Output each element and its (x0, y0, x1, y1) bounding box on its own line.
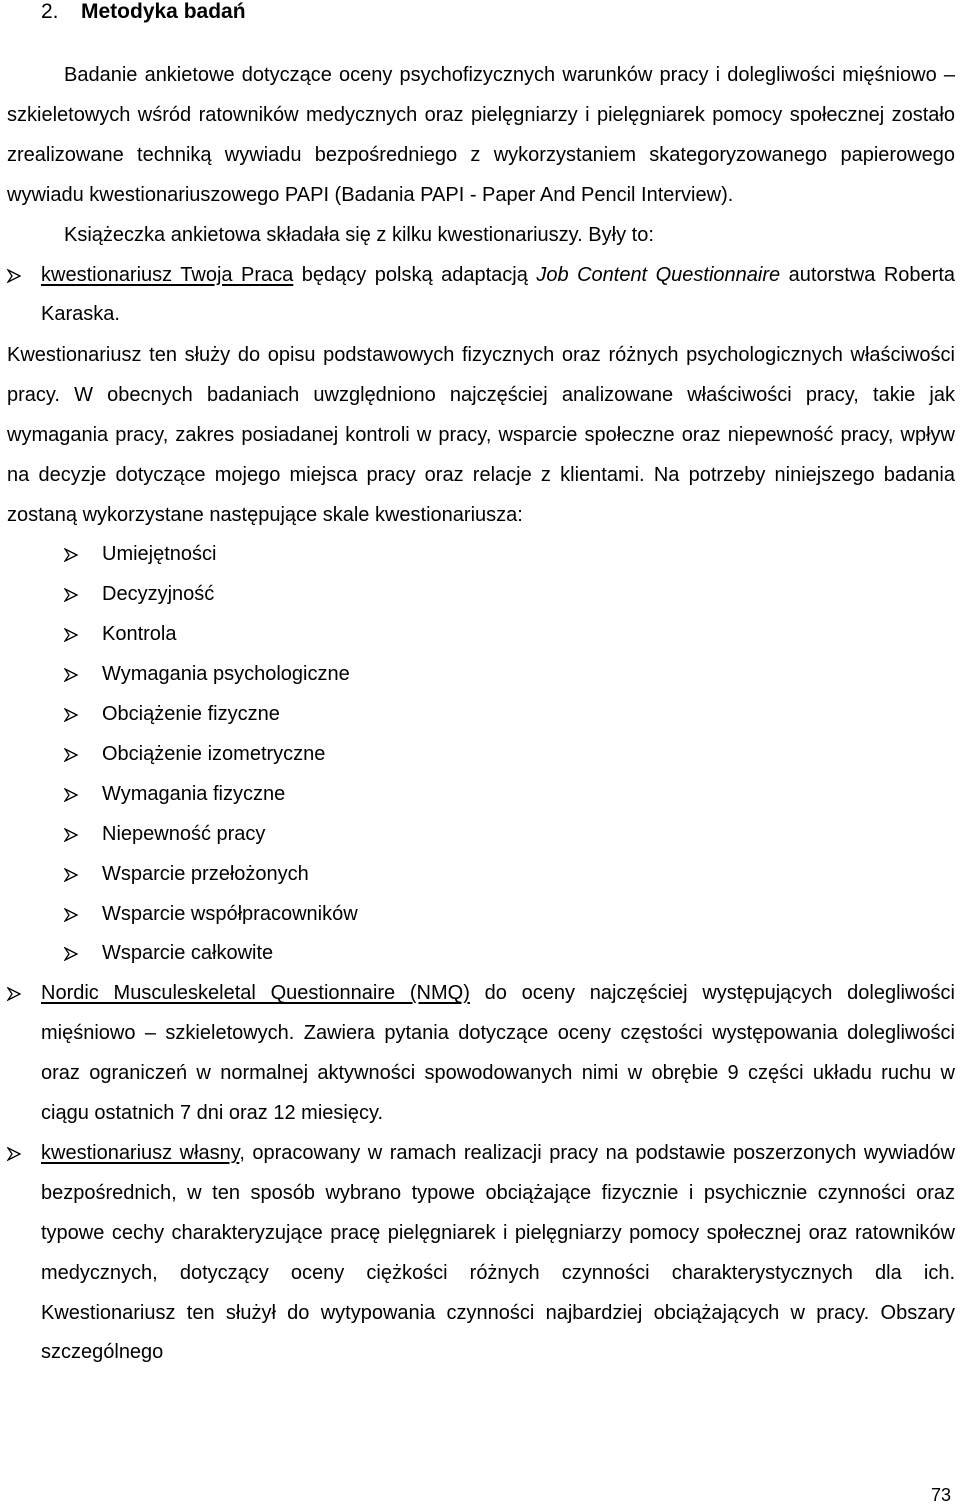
intro-paragraph: Badanie ankietowe dotyczące oceny psychofizycznych warunków pracy i dolegliwości mięśniowo – szkieletowych wśród ratowników medycznych oraz pielęgniarzy i pielęgniarek pomocy społecznej zostało zrealizowane techniką wywiadu bezpośredniego z wykorzystaniem skategoryzowanego papierowego wywiadu kwestionariuszowego PAPI (Badania PAPI - Paper And Pencil Interview). (7, 64, 955, 206)
scale-label: Decyzyjność (102, 583, 215, 606)
arrow-bullet-icon (64, 788, 78, 802)
arrow-bullet-icon (64, 708, 78, 722)
arrow-bullet-icon (7, 1147, 21, 1161)
scale-label: Obciążenie fizyczne (102, 702, 280, 725)
list-item (64, 934, 955, 974)
scale-label: Obciążenie izometryczne (102, 742, 326, 765)
scale-label: Wsparcie całkowite (102, 942, 274, 965)
list-item (64, 735, 955, 775)
questionnaire-1-author: autorstwa Roberta Karaska. (41, 263, 955, 326)
questionnaire-1-original-title: Job Content Questionnaire (536, 263, 781, 286)
scale-label: Kontrola (102, 623, 177, 646)
list-item (64, 775, 955, 815)
list-item (64, 895, 955, 935)
list-item (64, 855, 955, 895)
questionnaire-1-text: będący polską adaptacją (293, 263, 537, 286)
list-item (64, 695, 955, 735)
questionnaire-1-name: kwestionariusz Twoja Praca (41, 263, 294, 286)
list-item (64, 575, 955, 615)
scale-label: Wsparcie współpracowników (102, 902, 358, 925)
questionnaire-2-name: Nordic Musculeskeletal Questionnaire (NMQ) (41, 982, 470, 1005)
scale-label: Umiejętności (102, 543, 217, 566)
section-number: 2. (41, 0, 59, 23)
arrow-bullet-icon (7, 987, 21, 1001)
section-heading (41, 0, 246, 24)
page-number: 73 (931, 1485, 952, 1505)
arrow-bullet-icon (64, 548, 78, 562)
questionnaire-item-2 (7, 974, 955, 1134)
arrow-bullet-icon (64, 628, 78, 642)
scales-list (7, 535, 955, 974)
scale-label: Wymagania fizyczne (102, 782, 286, 805)
questionnaire-3-name: kwestionariusz własny (41, 1141, 240, 1164)
scale-label: Wsparcie przełożonych (102, 862, 309, 885)
scale-label: Wymagania psychologiczne (102, 663, 350, 686)
scale-label: Niepewność pracy (102, 822, 266, 845)
arrow-bullet-icon (64, 588, 78, 602)
booklet-paragraph: Książeczka ankietowa składała się z kilku kwestionariuszy. Były to: (64, 223, 654, 246)
arrow-bullet-icon (64, 908, 78, 922)
questionnaire-item-3 (7, 1134, 955, 1373)
questionnaire-3-text: , opracowany w ramach realizacji pracy na podstawie poszerzonych wywiadów bezpośrednich, w ten sposób wybrano typowe obciążające fizycznie i psychicznie czynności oraz typowe cechy charakteryzujące pracę pielęgniarek i pielęgniarzy pomocy społecznej oraz ratowników medycznych, dotyczący oceny ciężkości różnych czynności charakterystycznych dla ich. Kwestionariusz ten służył do wytypowania czynności najbardziej obciążających w pracy. Obszary szczególnego (41, 1141, 955, 1364)
arrow-bullet-icon (64, 828, 78, 842)
arrow-bullet-icon (64, 947, 78, 961)
list-item (64, 655, 955, 695)
list-item (64, 815, 955, 855)
arrow-bullet-icon (64, 668, 78, 682)
questionnaire-2-text: do oceny najczęściej występujących dolegliwości mięśniowo – szkieletowych. Zawiera pytania dotyczące oceny częstości występowania dolegliwości oraz ograniczeń w normalnej aktywności spowodowanych nimi w obrębie 9 części układu ruchu w ciągu ostatnich 7 dni oraz 12 miesięcy. (41, 982, 955, 1125)
arrow-bullet-icon (7, 269, 21, 283)
body-text (7, 56, 955, 1373)
questionnaire-1-description: Kwestionariusz ten służy do opisu podstawowych fizycznych oraz różnych psychologicznych właściwości pracy. W obecnych badaniach uwzględniono najczęściej analizowane właściwości pracy, takie jak wymagania pracy, zakres posiadanej kontroli w pracy, wsparcie społeczne oraz niepewność pracy, wpływ na decyzje dotyczące mojego miejsca pracy oraz relacje z klientami. Na potrzeby niniejszego badania zostaną wykorzystane następujące skale kwestionariusza: (7, 344, 955, 527)
arrow-bullet-icon (64, 868, 78, 882)
list-item (64, 615, 955, 655)
questionnaire-item-1 (7, 256, 955, 336)
arrow-bullet-icon (64, 748, 78, 762)
list-item (64, 535, 955, 575)
section-title: Metodyka badań (81, 0, 246, 23)
